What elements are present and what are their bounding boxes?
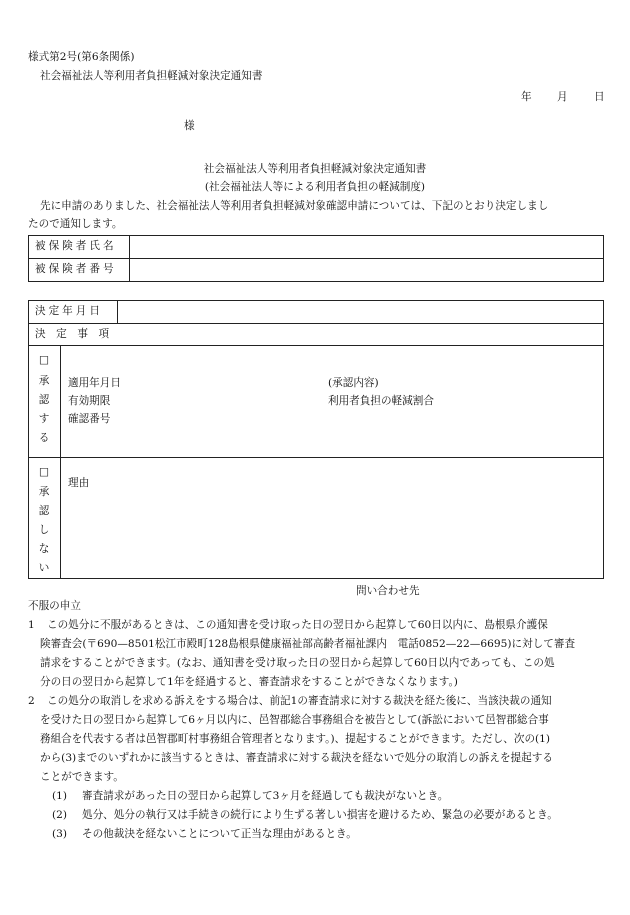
appeal-item-2-line-5: ことができます。 [40, 771, 124, 783]
appeal-sub-1-number: (1) [52, 790, 68, 802]
insured-name-field[interactable] [130, 236, 603, 258]
applicable-date-label: 適用年月日 [68, 377, 121, 389]
main-subtitle: (社会福祉法人等による利用者負担の軽減制度) [204, 181, 426, 193]
appeal-item-1-line-1: この処分に不服があるときは、この通知書を受け取った日の翌日から起算して60日以内に、島根県介護保 [47, 619, 548, 631]
appeal-item-2-line-1: この処分の取消しを求める訴えをする場合は、前記1の審査請求に対する裁決を経た後に、当該決裁の通知 [47, 695, 552, 707]
inquiry-label: 問い合わせ先 [356, 585, 420, 597]
valid-period-label: 有効期限 [68, 395, 111, 407]
insured-name-label: 被保険者氏名 [35, 240, 117, 252]
appeal-item-2-line-3: 務組合を代表する者は邑智郡町村事務組合管理者となります。)、提起することができます。ただし、次の(1) [40, 733, 551, 745]
approval-content-label: (承認内容) [328, 377, 379, 389]
decision-date-label: 決定年月日 [35, 305, 103, 317]
appeal-item-1-number: 1 [28, 619, 35, 631]
appeal-item-1-line-3: 請求をすることができます。(なお、通知書を受け取った日の翌日から起算して60日以内であっても、この処 [40, 657, 555, 669]
appeal-item-1-line-4: 分の日の翌日から起算して1年を経過すると、審査請求をすることができなくなります。) [40, 676, 458, 688]
date-year-label: 年 [521, 91, 532, 103]
appeal-sub-3: その他裁決を経ないことについて正当な理由があるとき。 [82, 828, 357, 840]
appeal-item-2-line-4: から(3)までのいずれかに該当するときは、審査請求に対する裁決を経ないで処分の取消しの訴えを提起する [40, 752, 553, 764]
appeal-sub-2: 処分、処分の執行又は手続きの続行により生ずる著しい損害を避けるため、緊急の必要があるとき。 [82, 809, 558, 821]
appeal-sub-3-number: (3) [52, 828, 68, 840]
appeal-heading: 不服の申立 [28, 600, 81, 612]
main-title: 社会福祉法人等利用者負担軽減対象決定通知書 [203, 163, 427, 175]
appeal-item-2-number: 2 [28, 695, 35, 707]
decision-items-label: 決 定 事 項 [35, 328, 110, 340]
reject-char-2: 認 [38, 505, 50, 517]
insured-number-field[interactable] [130, 259, 603, 281]
confirm-number-label: 確認番号 [68, 413, 111, 425]
date-month-label: 月 [557, 91, 568, 103]
appeal-sub-1: 審査請求があった日の翌日から起算して3ヶ月を経過しても裁決がないとき。 [82, 790, 449, 802]
date-day-label: 日 [594, 91, 605, 103]
appeal-sub-2-number: (2) [52, 809, 68, 821]
intro-line-1: 先に申請のありました、社会福祉法人等利用者負担軽減対象確認申請については、下記のとおり決定しまし [40, 200, 549, 212]
appeal-item-2-line-2: を受けた日の翌日から起算して6ヶ月以内に、邑智郡総合事務組合を被告として(訴訟において邑智郡総合事 [40, 714, 549, 726]
approve-char-3: す [38, 413, 50, 425]
approve-char-4: る [38, 432, 50, 444]
intro-line-2: たので通知します。 [28, 218, 123, 230]
reject-char-4: な [38, 543, 50, 555]
honorific-label: 様 [184, 120, 195, 132]
reject-char-1: 承 [38, 486, 50, 498]
approve-char-2: 認 [38, 394, 50, 406]
reject-char-3: し [38, 524, 50, 536]
decision-date-field[interactable] [118, 301, 603, 323]
form-number: 様式第2号(第6条関係) [28, 51, 135, 63]
reject-checkbox[interactable]: □ [38, 466, 49, 478]
reject-char-5: い [38, 562, 50, 574]
reason-label: 理由 [68, 477, 90, 489]
approve-char-1: 承 [38, 375, 50, 387]
appeal-item-1-line-2: 険審査会(〒690—8501松江市殿町128島根県健康福祉部高齢者福祉課内 電話0852—22—6695)に対して審査 [40, 638, 576, 650]
insured-number-label: 被保険者番号 [35, 263, 117, 275]
reduction-rate-label: 利用者負担の軽減割合 [328, 395, 434, 407]
document-title-top: 社会福祉法人等利用者負担軽減対象決定通知書 [40, 70, 263, 82]
approve-checkbox[interactable]: □ [38, 354, 49, 366]
